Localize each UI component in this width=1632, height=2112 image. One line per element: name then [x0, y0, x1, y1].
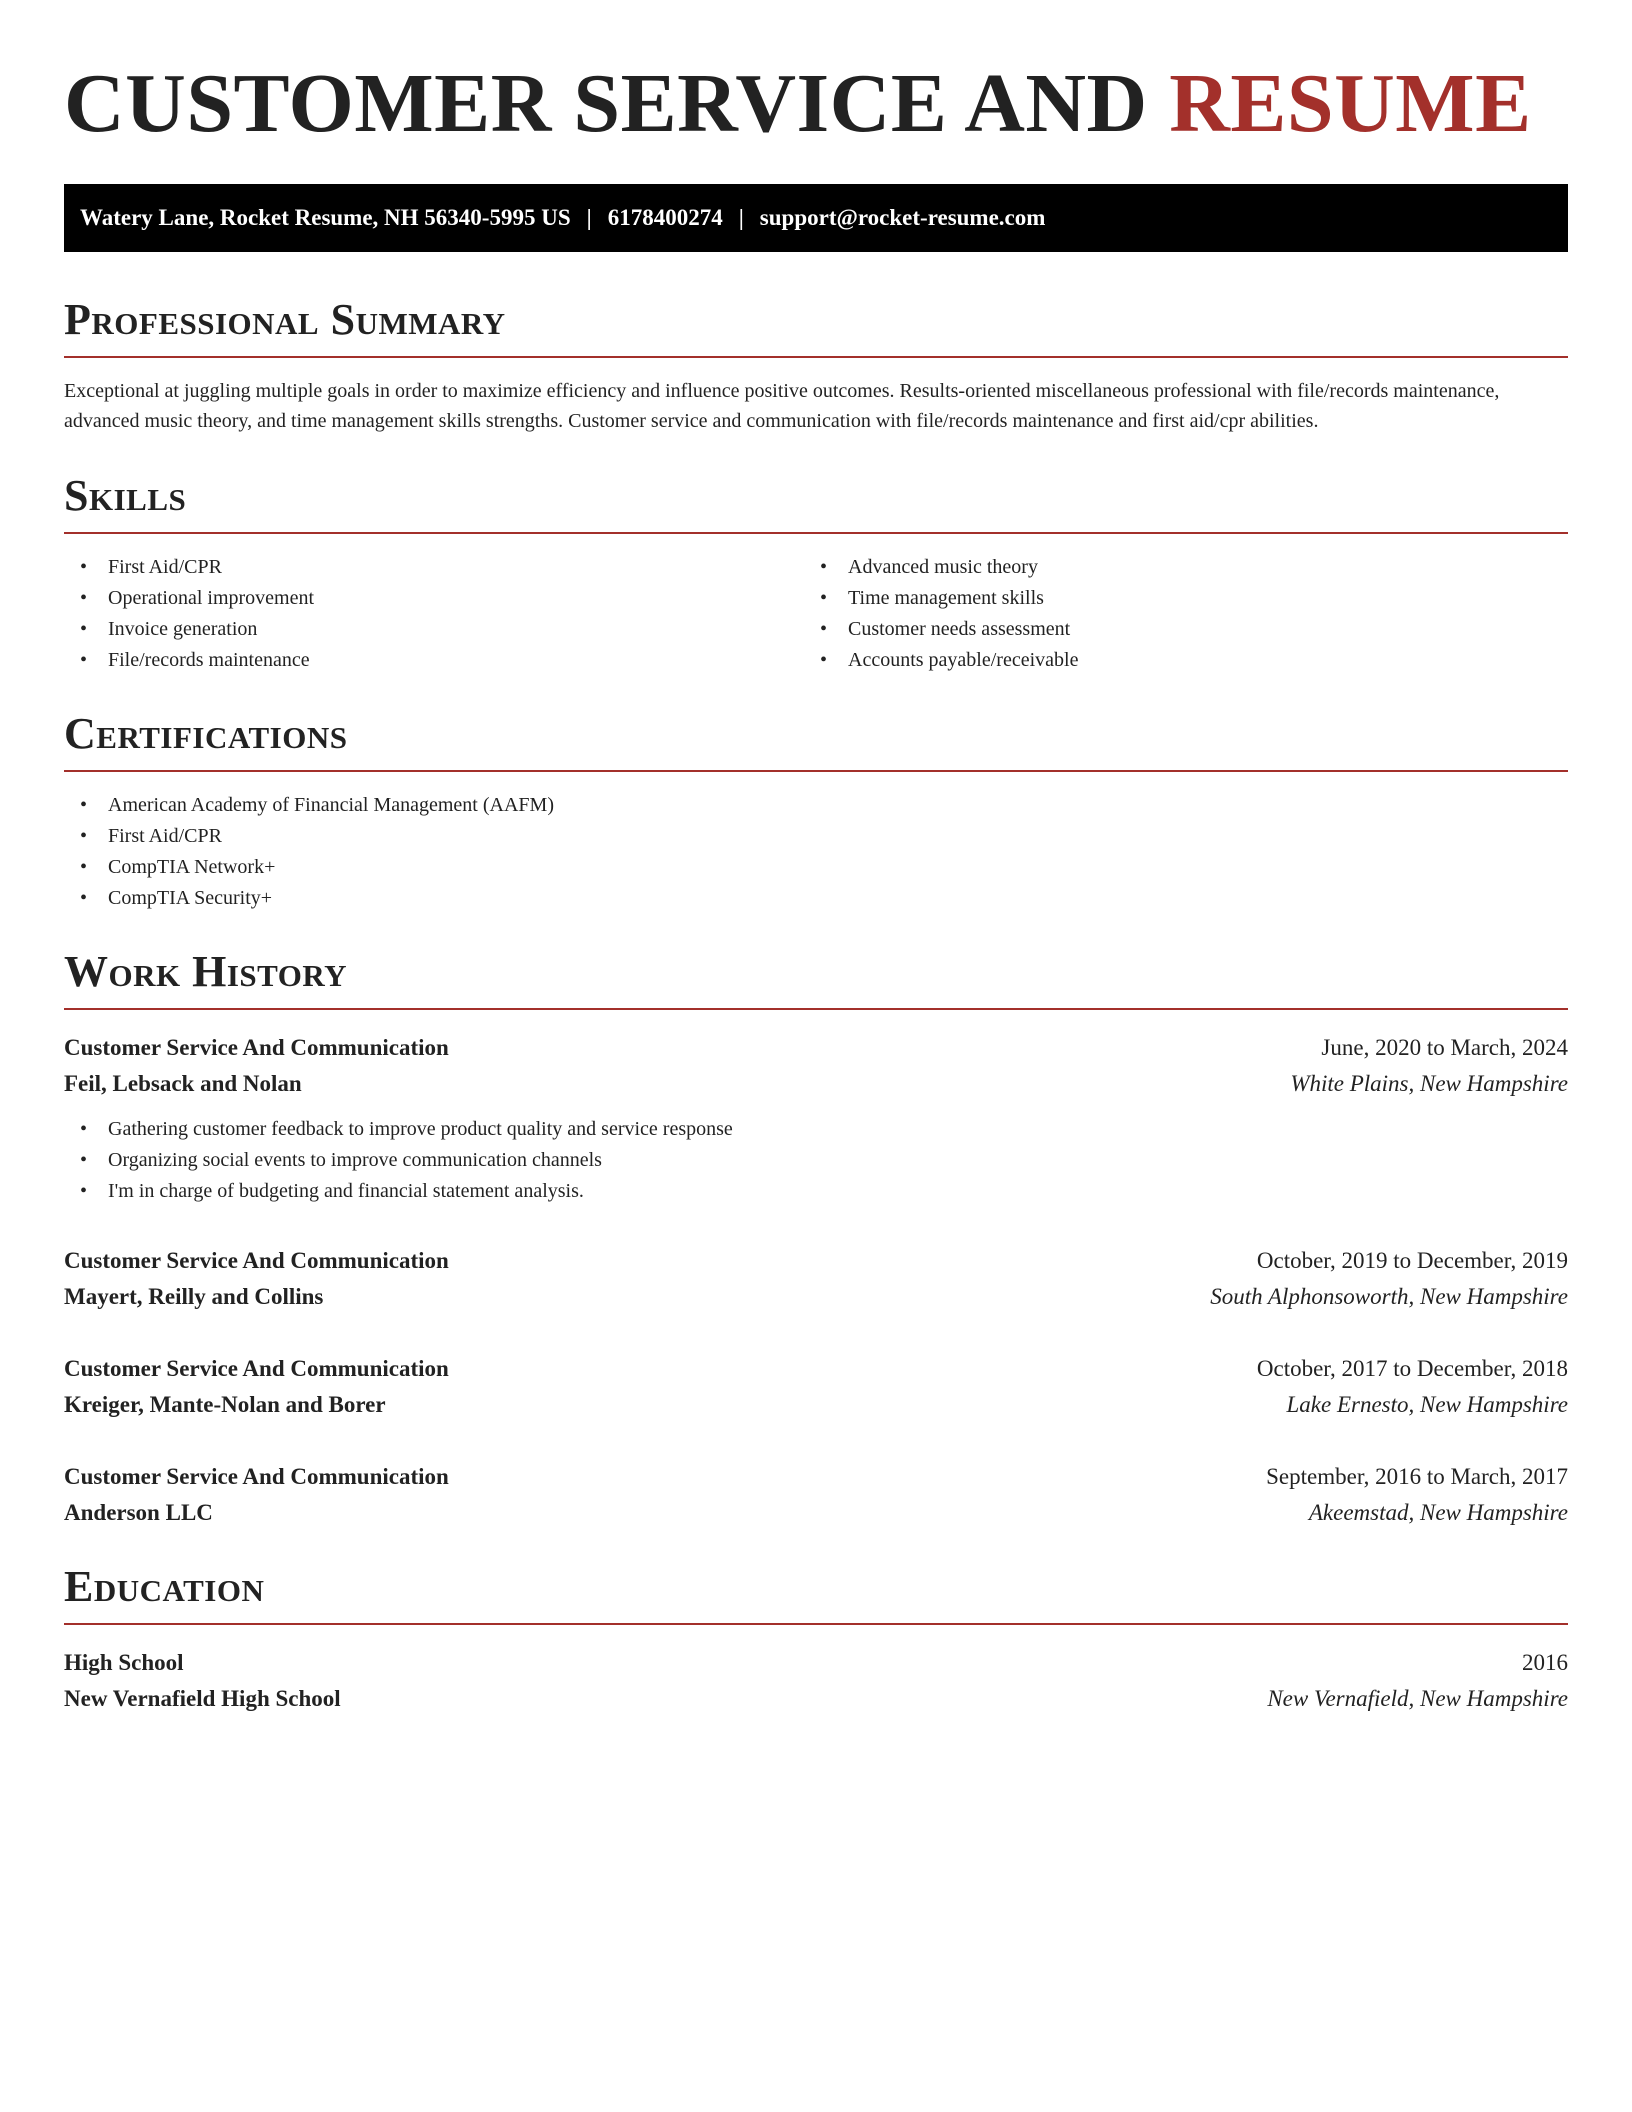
job-title: Customer Service And Communication	[64, 1464, 449, 1489]
section-heading-skills: Skills	[64, 471, 187, 520]
education-year: 2016	[1522, 1650, 1568, 1675]
job-company-row	[64, 1495, 1568, 1531]
education-entry	[64, 1645, 1568, 1717]
section-divider	[64, 1623, 1568, 1625]
job-company: Anderson LLC	[64, 1500, 213, 1525]
job-location: Lake Ernesto, New Hampshire	[1286, 1392, 1568, 1417]
contact-email[interactable]: support@rocket-resume.com	[759, 205, 1046, 230]
job-company-row	[64, 1279, 1568, 1315]
job-header-row	[64, 1351, 1568, 1387]
education-school: New Vernafield High School	[64, 1686, 341, 1711]
certifications-list	[64, 790, 1568, 914]
job-dates: June, 2020 to March, 2024	[1321, 1035, 1568, 1060]
education-degree: High School	[64, 1650, 184, 1675]
job-header-row	[64, 1243, 1568, 1279]
skill-item: • File/records maintenance	[64, 645, 804, 676]
skill-item: • Accounts payable/receivable	[804, 645, 1544, 676]
contact-separator: |	[586, 205, 592, 230]
skills-list-left	[64, 552, 804, 676]
skill-item: • Advanced music theory	[804, 552, 1544, 583]
job-location: Akeemstad, New Hampshire	[1308, 1500, 1568, 1525]
job-duties-list	[64, 1114, 1568, 1207]
section-education	[64, 1561, 1568, 1717]
education-header-row	[64, 1645, 1568, 1681]
section-heading-certifications: Certifications	[64, 709, 348, 758]
certification-item: • American Academy of Financial Management (AAFM)	[64, 790, 1568, 821]
skills-grid	[64, 552, 1568, 676]
job-dates: September, 2016 to March, 2017	[1266, 1464, 1568, 1489]
certification-item: • CompTIA Network+	[64, 852, 1568, 883]
resume-title	[64, 56, 1568, 152]
job-company-row	[64, 1066, 1568, 1102]
title-accent: RESUME	[1169, 57, 1532, 150]
education-school-row	[64, 1681, 1568, 1717]
section-work-history	[64, 946, 1568, 1531]
section-heading-work-history: Work History	[64, 947, 348, 996]
summary-text: Exceptional at juggling multiple goals in order to maximize efficiency and influence positive outcomes. Results-oriented miscellaneous professional with file/records maintenance, advanced music theory, and time management skills strengths. Customer service and communication with file/records maintenance and first aid/cpr abilities.	[64, 380, 1500, 432]
job-duty-item: • Gathering customer feedback to improve product quality and service response	[64, 1114, 1568, 1145]
contact-address: Watery Lane, Rocket Resume, NH 56340-5995 US	[80, 205, 571, 230]
job-company-row	[64, 1387, 1568, 1423]
job-location: South Alphonsoworth, New Hampshire	[1210, 1284, 1568, 1309]
job-title: Customer Service And Communication	[64, 1356, 449, 1381]
job-location: White Plains, New Hampshire	[1290, 1071, 1568, 1096]
job-entry	[64, 1030, 1568, 1207]
job-dates: October, 2017 to December, 2018	[1256, 1356, 1568, 1381]
section-skills	[64, 470, 1568, 676]
section-heading-education: Education	[64, 1562, 265, 1611]
job-dates: October, 2019 to December, 2019	[1256, 1248, 1568, 1273]
contact-phone[interactable]: 6178400274	[607, 205, 723, 230]
job-entry	[64, 1459, 1568, 1531]
section-heading-summary: Professional Summary	[64, 295, 506, 344]
job-header-row	[64, 1459, 1568, 1495]
section-divider	[64, 770, 1568, 772]
section-divider	[64, 356, 1568, 358]
job-company: Feil, Lebsack and Nolan	[64, 1071, 302, 1096]
certification-item: • CompTIA Security+	[64, 883, 1568, 914]
skill-item: • Customer needs assessment	[804, 614, 1544, 645]
section-certifications	[64, 708, 1568, 914]
job-title: Customer Service And Communication	[64, 1248, 449, 1273]
job-entry	[64, 1243, 1568, 1315]
certification-item: • First Aid/CPR	[64, 821, 1568, 852]
job-header-row	[64, 1030, 1568, 1066]
skill-item: • First Aid/CPR	[64, 552, 804, 583]
job-entry	[64, 1351, 1568, 1423]
skill-item: • Invoice generation	[64, 614, 804, 645]
job-company: Mayert, Reilly and Collins	[64, 1284, 324, 1309]
section-divider	[64, 532, 1568, 534]
contact-separator: |	[738, 205, 744, 230]
job-title: Customer Service And Communication	[64, 1035, 449, 1060]
skill-item: • Time management skills	[804, 583, 1544, 614]
section-summary	[64, 294, 1568, 436]
job-company: Kreiger, Mante-Nolan and Borer	[64, 1392, 386, 1417]
job-duty-item: • Organizing social events to improve communication channels	[64, 1145, 1568, 1176]
skills-list-right	[804, 552, 1544, 676]
section-divider	[64, 1008, 1568, 1010]
education-location: New Vernafield, New Hampshire	[1267, 1686, 1568, 1711]
skill-item: • Operational improvement	[64, 583, 804, 614]
job-duty-item: • I'm in charge of budgeting and financial statement analysis.	[64, 1176, 1568, 1207]
title-main: CUSTOMER SERVICE AND	[64, 57, 1148, 150]
contact-bar	[64, 184, 1568, 252]
